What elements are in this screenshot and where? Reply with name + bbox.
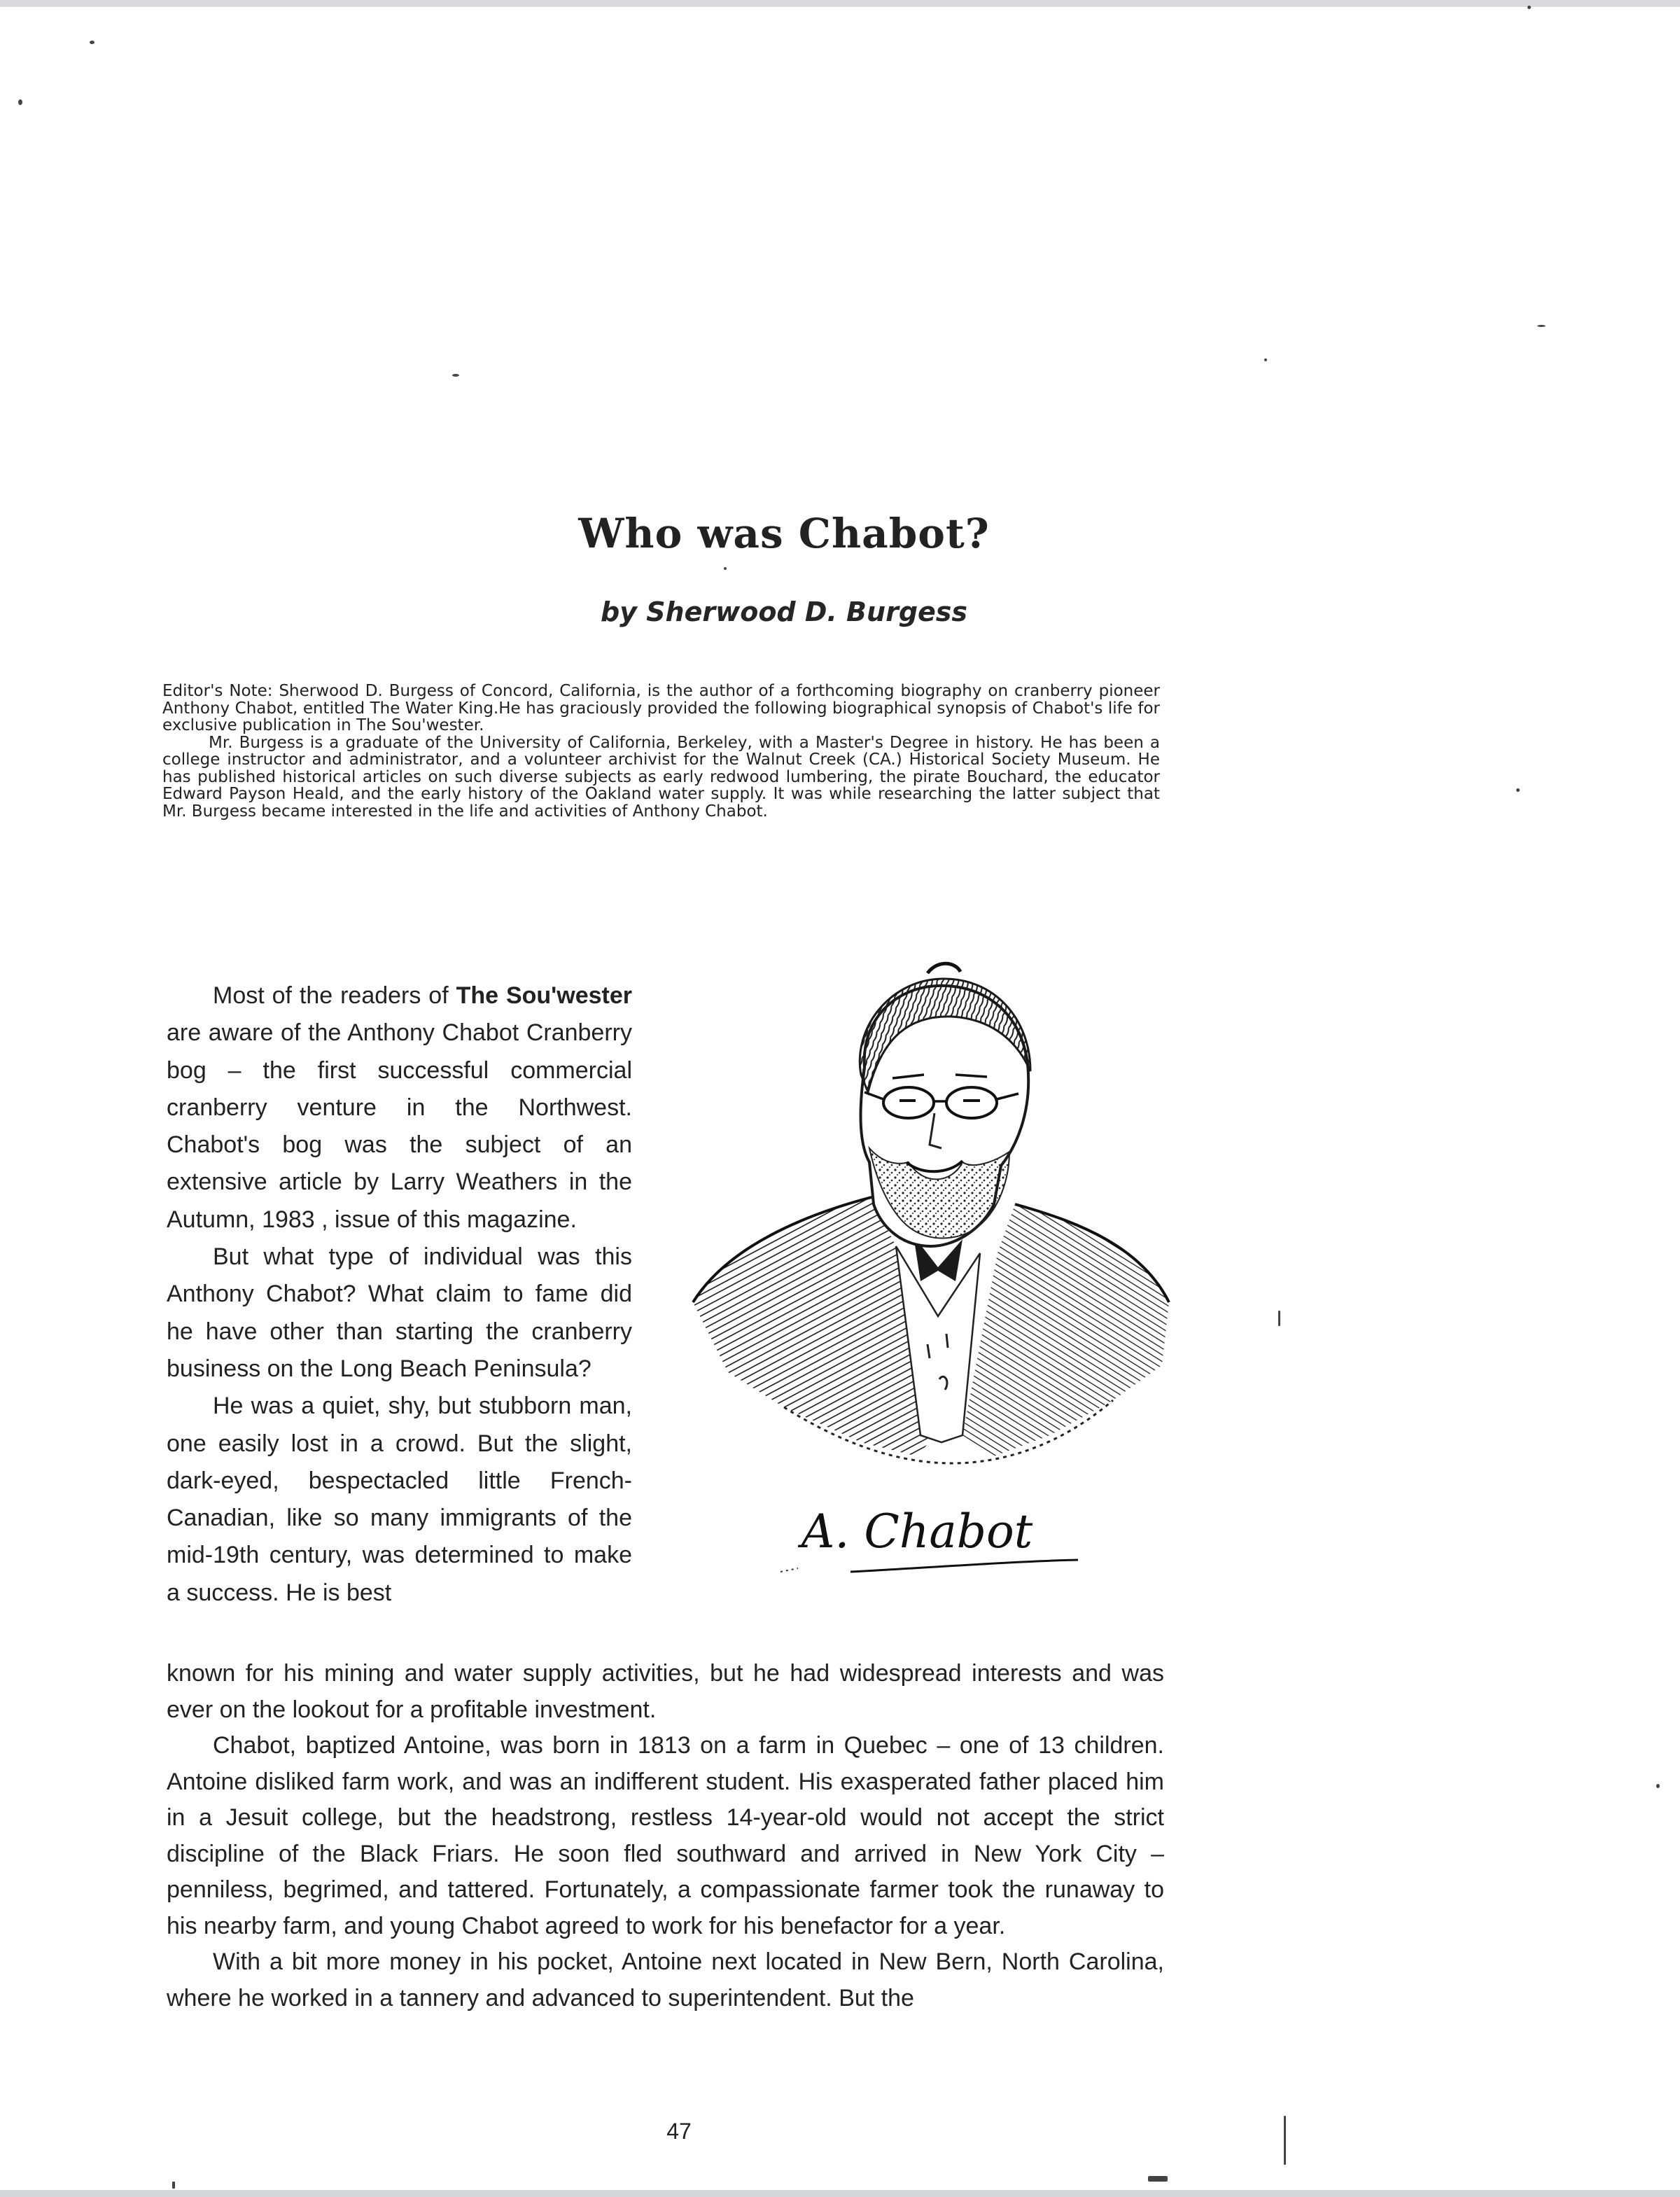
scan-speck (1527, 6, 1531, 9)
body-text: Most of the readers of (213, 982, 449, 1009)
article-body-left-column (167, 977, 632, 1612)
scan-top-edge (0, 0, 1680, 7)
scan-speck (1148, 2176, 1168, 2182)
chabot-portrait-engraving (686, 952, 1176, 1624)
scan-speck (1537, 325, 1546, 327)
scan-speck (172, 2182, 175, 2189)
scan-speck (724, 567, 727, 570)
scan-speck (90, 41, 94, 44)
body-paragraph: With a bit more money in his pocket, Antoine next located in New Bern, North Carolina, where he worked in a tannery and advanced to superintendent. But the (167, 1948, 1164, 2011)
scan-speck (18, 99, 22, 105)
magazine-name: The Sou'wester (456, 982, 632, 1009)
article-byline: by Sherwood D. Burgess (600, 597, 968, 627)
scan-speck (1656, 1784, 1660, 1788)
editors-note (162, 683, 1160, 820)
head (860, 963, 1030, 1246)
signature-text: A. Chabot (801, 1505, 1033, 1558)
scan-speck (1284, 2116, 1286, 2165)
editors-note-paragraph: Editor's Note: Sherwood D. Burgess of Concord, California, is the author of a forthcoming biography on cranberry pioneer Anthony Chabot, entitled The Water King.He has graciously provided the following biographical synopsis of Chabot's life for exclusive publication in The Sou'wester. (162, 682, 1160, 734)
body-paragraph: He was a quiet, shy, but stubborn man, one easily lost in a crowd. But the slight, dark-eyed, bespectacled little French-Canadian, like so many immigrants of the mid-19th century, was determined to make a success. He is best (167, 1393, 632, 1606)
article-body-full-width (167, 1656, 1164, 2016)
scan-speck (452, 374, 459, 377)
scan-bottom-edge (0, 2190, 1680, 2197)
signature (780, 1505, 1078, 1572)
body-paragraph: Chabot, baptized Antoine, was born in 1813 on a farm in Quebec – one of 13 children. Antoine disliked farm work, and was an indifferent student. His exasperated father placed him in a Jesuit college, but the headstrong, restless 14-year-old would not accept the strict discipline of the Black Friars. He soon fled southward and arrived in New York City – penniless, begrimed, and tattered. Fortunately, a compassionate farmer took the runaway to his nearby farm, and young Chabot agreed to work for his benefactor for a year. (167, 1732, 1164, 1939)
scan-speck (1264, 358, 1267, 361)
scan-speck (1516, 788, 1520, 792)
body-text: are aware of the Anthony Chabot Cranberry bog – the first successful commercial cranberry venture in the Northwest. Chabot's bog was the subject of an extensive article by Larry Weathers in the Autumn, 1983 , issue of this magazine. (167, 1019, 632, 1233)
article-title: Who was Chabot? (578, 510, 990, 557)
page-number: 47 (666, 2119, 692, 2144)
scan-speck (1278, 1311, 1280, 1326)
body-paragraph: But what type of individual was this Anthony Chabot? What claim to fame did he have other than starting the cranberry business on the Long Beach Peninsula? (167, 1243, 632, 1382)
body-paragraph (167, 977, 632, 1239)
editors-note-paragraph: Mr. Burgess is a graduate of the University of California, Berkeley, with a Master's Degree in history. He has been a college instructor and administrator, and a volunteer archivist for the Walnut Creek (CA.) Historical Society Museum. He has published historical articles on such diverse subjects as early redwood lumbering, the pirate Bouchard, the educator Edward Payson Heald, and the early history of the Oakland water supply. It was while researching the latter subject that Mr. Burgess became interested in the life and activities of Anthony Chabot. (162, 733, 1160, 821)
body-paragraph-continued: known for his mining and water supply activities, but he had widespread interests and was ever on the lookout for a profitable investment. (167, 1660, 1164, 1723)
